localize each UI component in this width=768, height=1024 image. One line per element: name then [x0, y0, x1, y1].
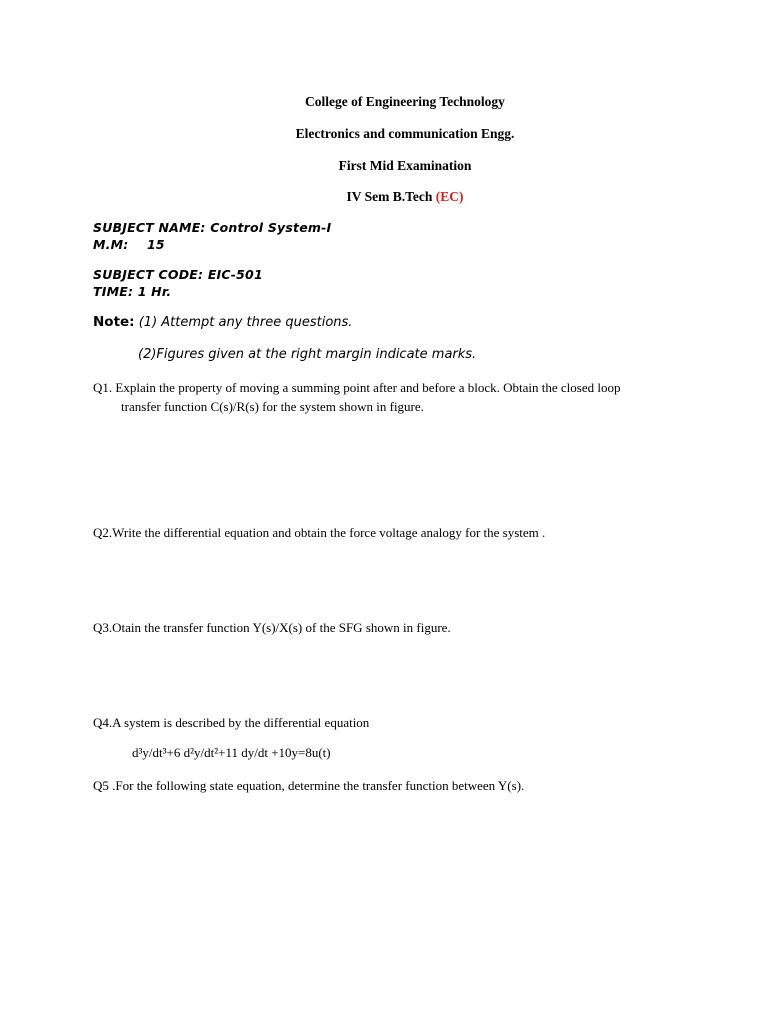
note-1: (1) Attempt any three questions.: [138, 315, 353, 330]
question-5: Q5 .For the following state equation, determine the transfer function between Y(s).: [93, 778, 525, 793]
question-4-equation: d³y/dt³+6 d²y/dt²+11 dy/dt +10y=8u(t): [132, 745, 331, 760]
semester-text: IV Sem B.Tech: [346, 189, 436, 204]
note-line-2: [138, 347, 476, 362]
time-value: 1 Hr.: [137, 284, 172, 299]
question-1: [93, 378, 693, 416]
college-name: College of Engineering Technology: [305, 94, 505, 109]
question-1-line-2: transfer function C(s)/R(s) for the system shown in figure.: [121, 399, 424, 414]
time-row: [93, 284, 171, 299]
subject-code-label: SUBJECT CODE:: [93, 267, 204, 282]
question-1-line-1: Q1. Explain the property of moving a summing point after and before a block. Obtain the closed loop: [93, 380, 621, 395]
subject-name-value: Control System-I: [210, 220, 332, 235]
subject-code-row: [93, 267, 263, 282]
note-2: (2)Figures given at the right margin indicate marks.: [138, 347, 477, 362]
question-2: Q2.Write the differential equation and obtain the force voltage analogy for the system .: [93, 525, 546, 540]
department-name: Electronics and communication Engg.: [295, 126, 515, 141]
time-label: TIME:: [93, 284, 134, 299]
note-line-1: [93, 314, 352, 330]
max-marks-label: M.M:: [93, 237, 129, 252]
exam-title: First Mid Examination: [338, 158, 472, 173]
semester-line: [0, 189, 768, 205]
subject-code-value: EIC-501: [207, 267, 263, 282]
max-marks-value: 15: [147, 237, 165, 252]
note-label: Note:: [93, 314, 135, 330]
branch-code: (EC): [435, 189, 464, 204]
question-4: Q4.A system is described by the differential equation: [93, 715, 370, 730]
max-marks-row: [93, 237, 165, 252]
question-3: Q3.Otain the transfer function Y(s)/X(s) of the SFG shown in figure.: [93, 620, 451, 635]
subject-name-label: SUBJECT NAME:: [93, 220, 206, 235]
subject-name-row: [93, 220, 331, 235]
